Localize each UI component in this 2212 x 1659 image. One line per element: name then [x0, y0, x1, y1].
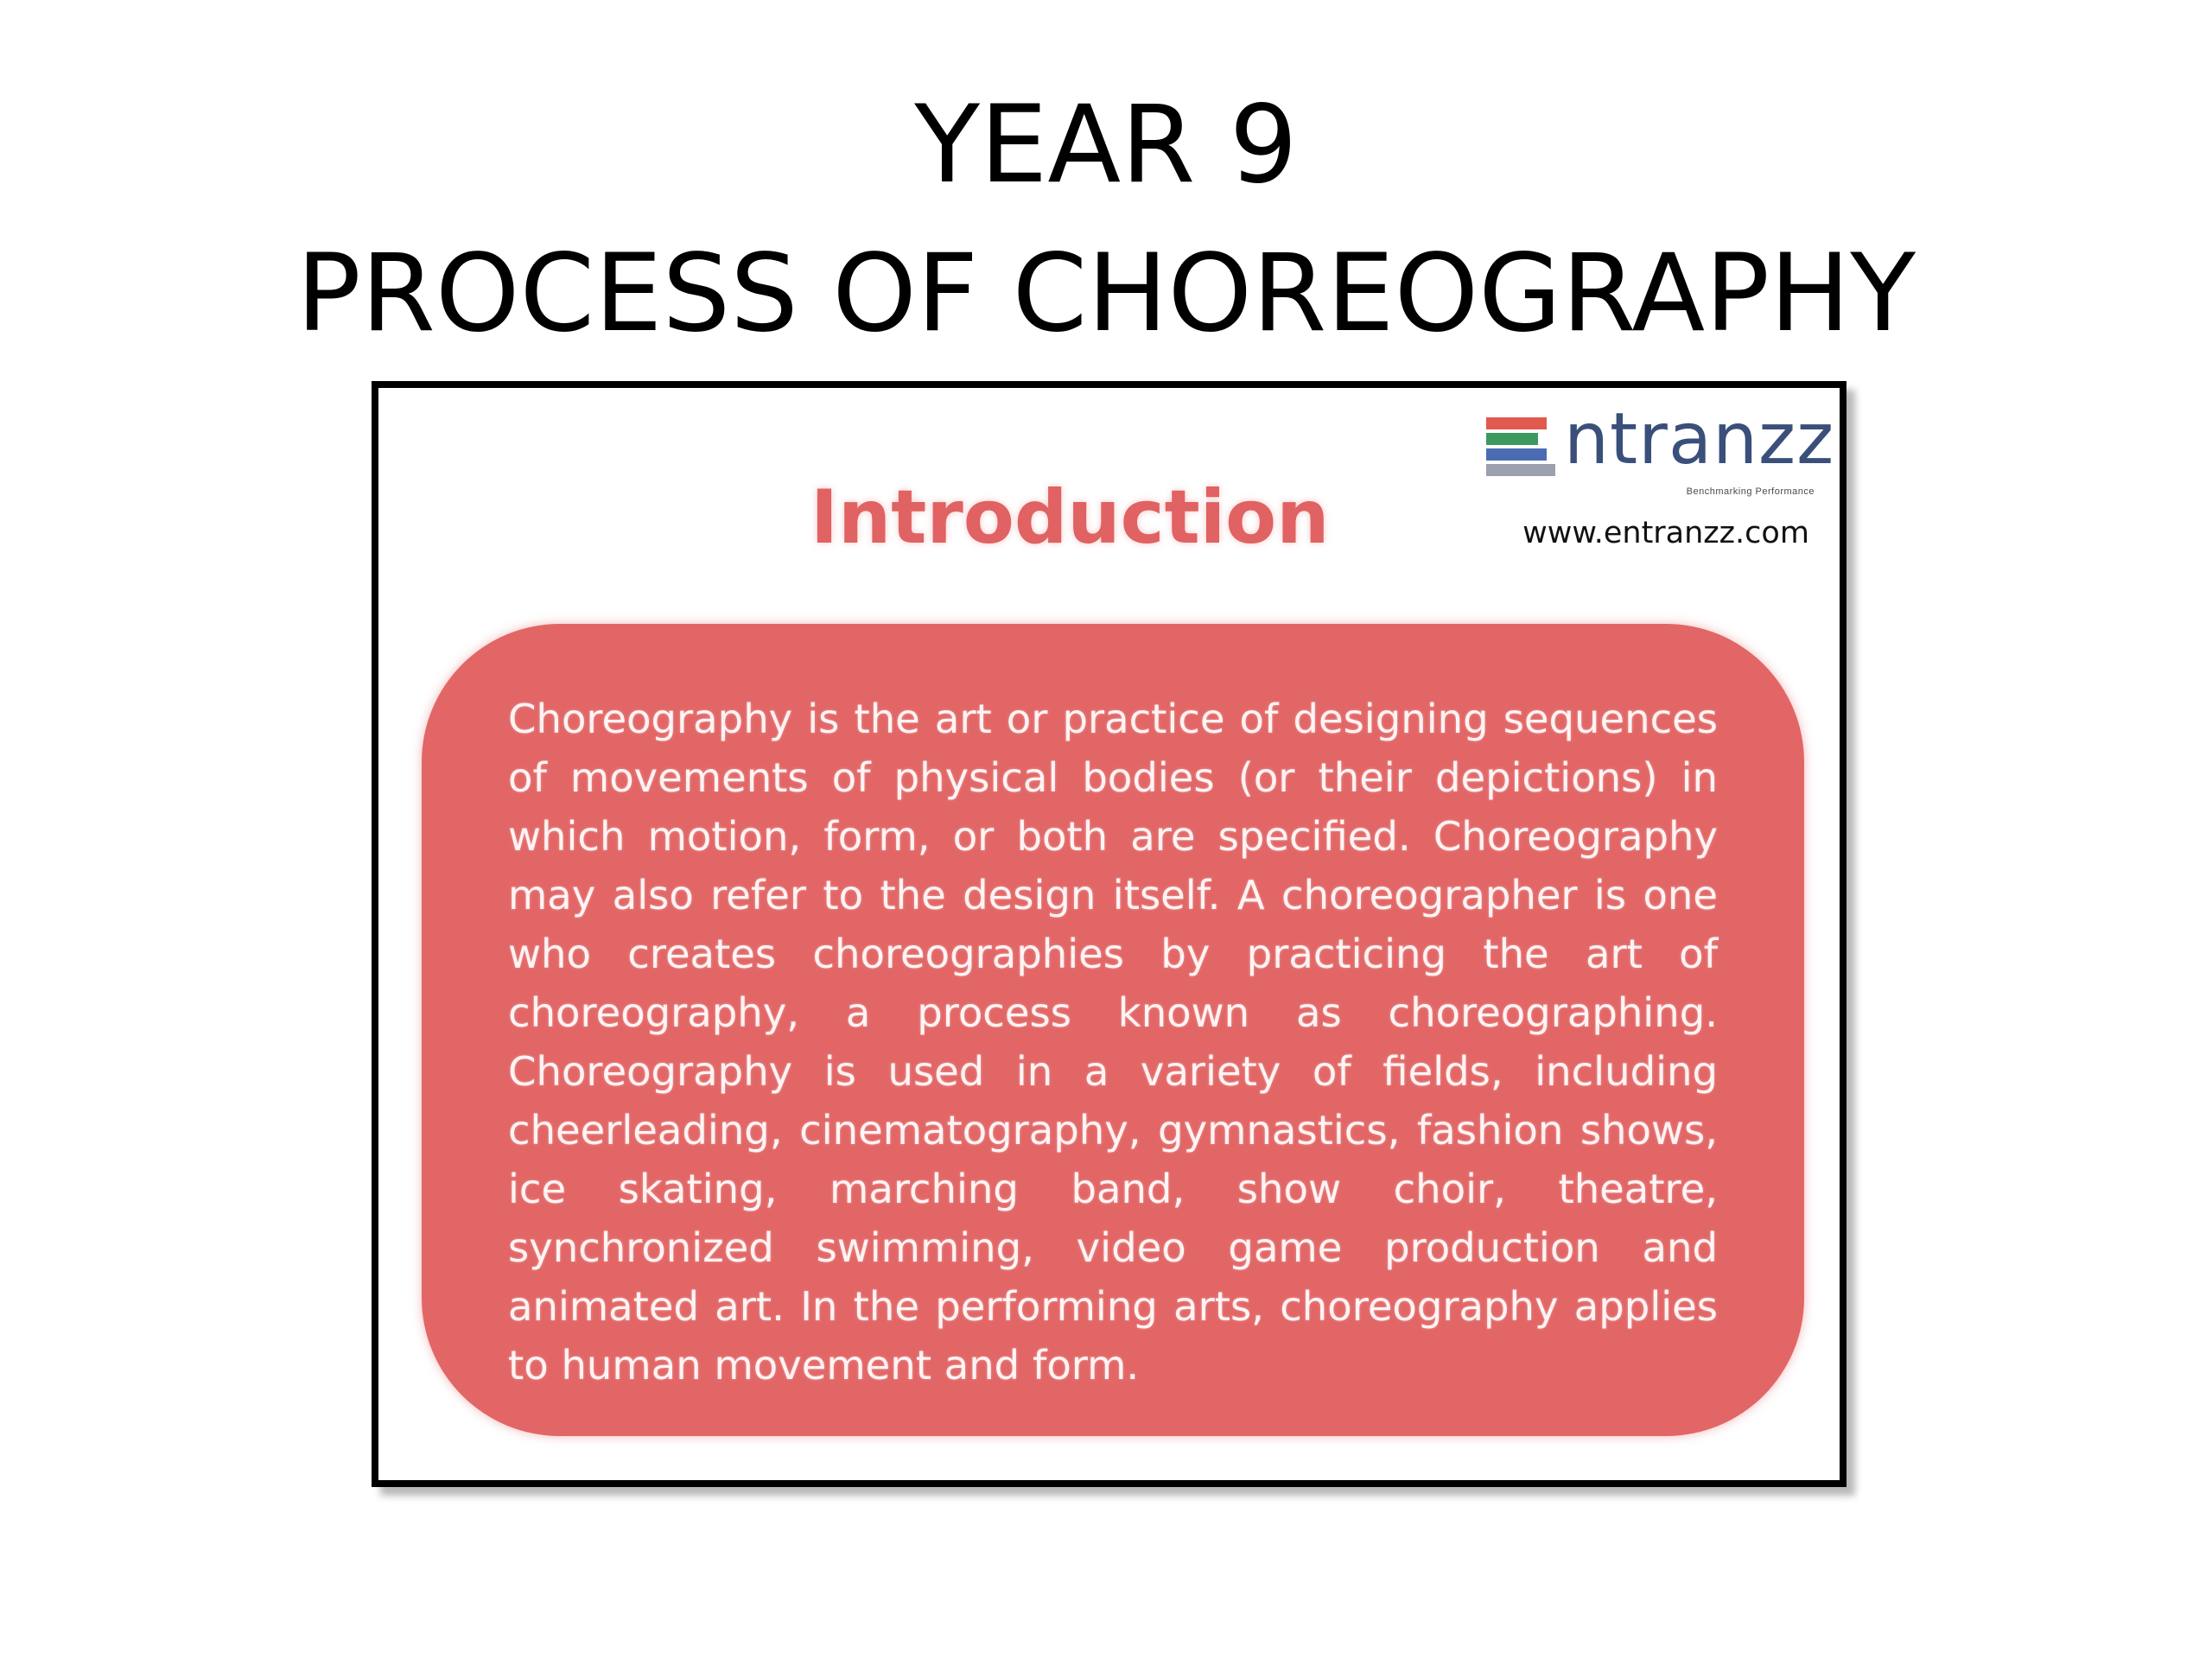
logo-bar-green [1486, 433, 1538, 445]
logo-tagline: Benchmarking Performance [1686, 486, 1815, 497]
slide-title-line-2: PROCESS OF CHOREOGRAPHY [296, 232, 1916, 356]
logo-bar-grey [1486, 464, 1555, 476]
logo-bars-icon [1486, 417, 1555, 474]
website-url: www.entranzz.com [1522, 516, 1809, 550]
content-box [422, 624, 1804, 1436]
logo-bar-red [1486, 417, 1547, 429]
intro-heading: Introduction [810, 474, 1330, 561]
entranzz-logo [1486, 398, 1835, 500]
embedded-slide-frame [372, 381, 1847, 1487]
intro-body-text: Choreography is the art or practice of designing sequences of movements of physical bodies (or their depictions) in which motion, form, or both are specified. Choreography may also refer to the design itself. A choreographer is one who creates choreographies by practicing the art of choreography, a process known as choreographing. Choreography is used in a variety of fields, including cheerleading, cinematography, gymnastics, fashion shows, ice skating, marching band, show choir, theatre, synchronized swimming, video game production and animated art. In the performing arts, choreography applies to human movement and form. [508, 696, 1718, 1389]
slide-title [0, 71, 2212, 368]
logo-bar-blue [1486, 448, 1547, 461]
slide-title-line-1: YEAR 9 [914, 83, 1298, 207]
logo-wordmark: ntranzz [1564, 398, 1835, 480]
